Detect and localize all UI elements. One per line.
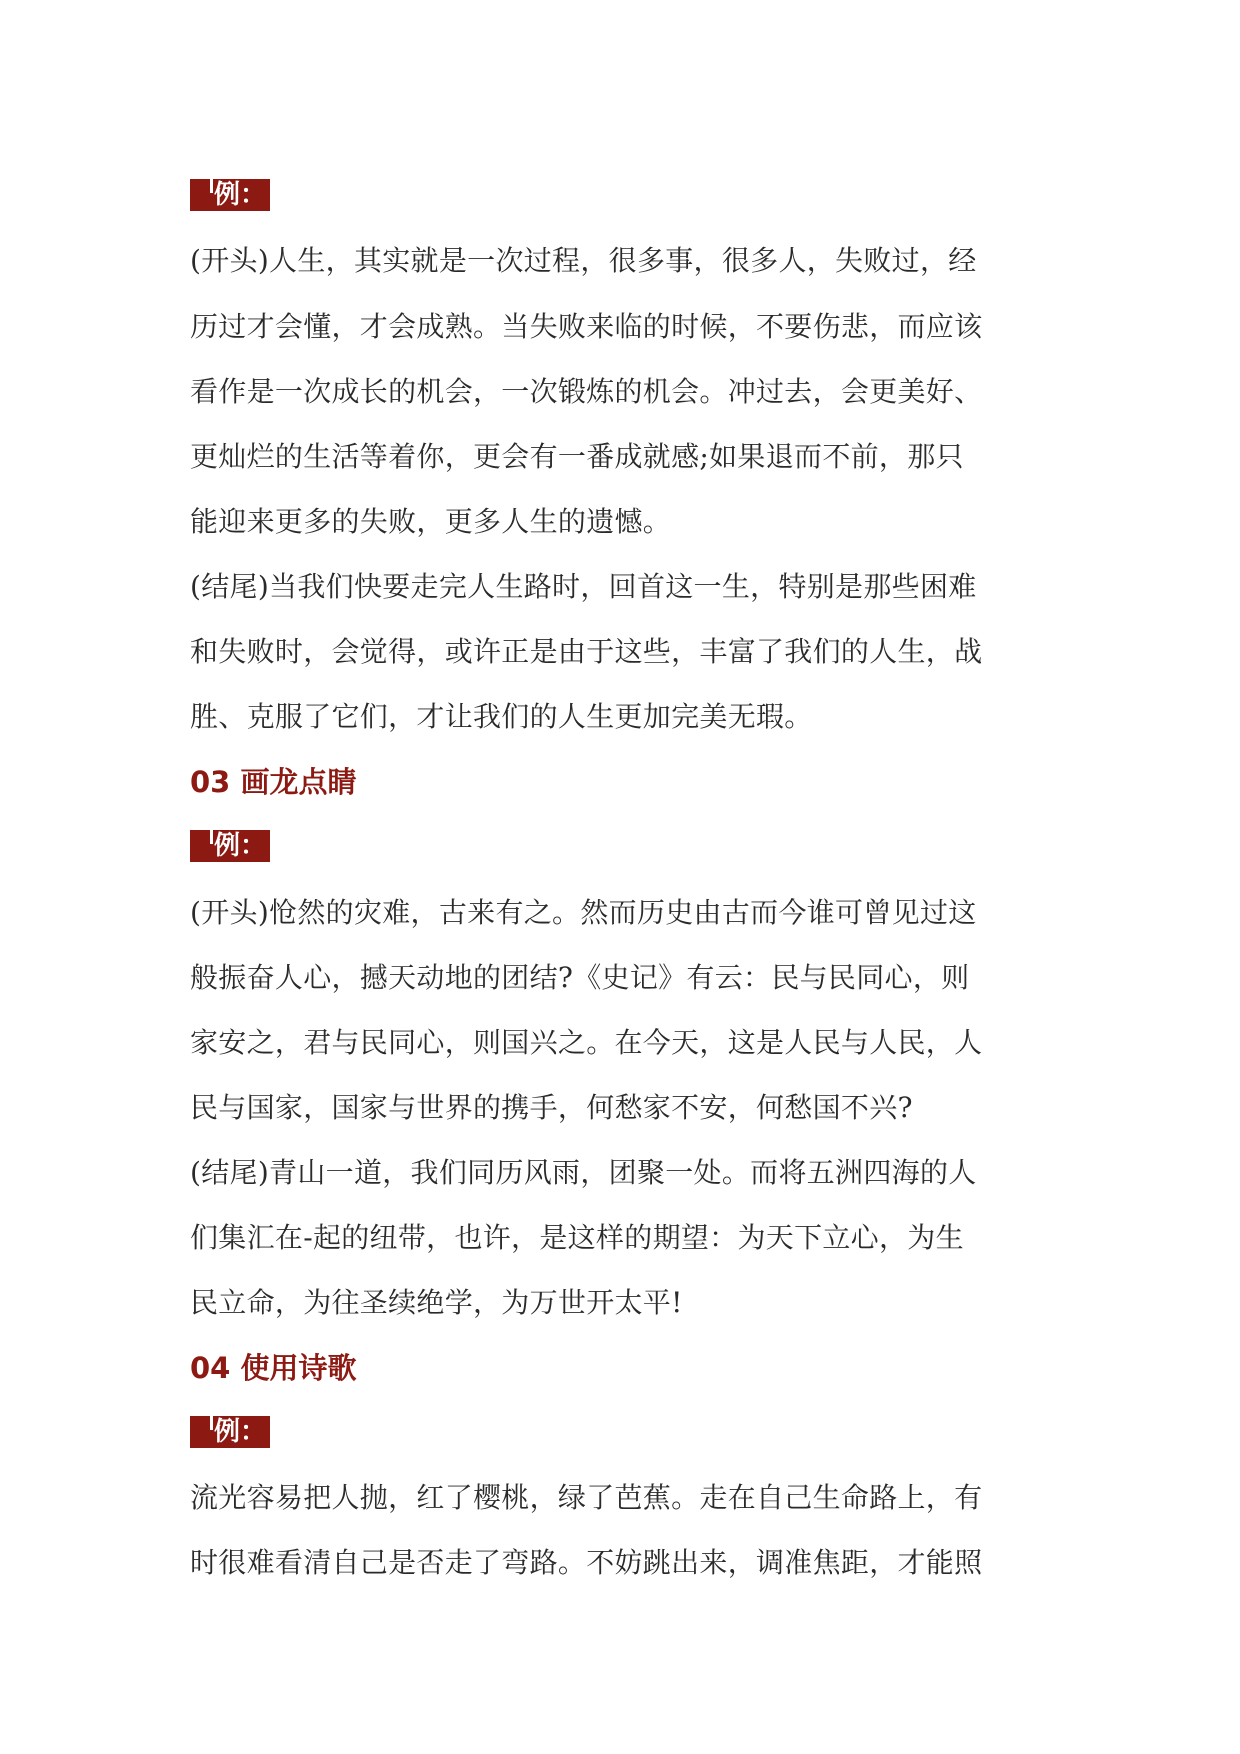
paragraph-line: 们集汇在-起的纽带，也许，是这样的期望：为天下立心，为生: [190, 1221, 964, 1254]
paragraph-line: (开头)人生，其实就是一次过程，很多事，很多人，失败过，经: [190, 244, 977, 277]
paragraph-line: 看作是一次成长的机会，一次锻炼的机会。冲过去，会更美好、: [190, 375, 983, 408]
badge-notch: [210, 179, 213, 193]
paragraph-line: 民立命，为往圣续绝学，为万世开太平!: [190, 1286, 683, 1319]
paragraph-line: 胜、克服了它们，才让我们的人生更加完美无瑕。: [190, 700, 813, 733]
paragraph-line: 时很难看清自己是否走了弯路。不妨跳出来，调准焦距，才能照: [190, 1546, 983, 1579]
paragraph-line: 和失败时，会觉得，或许正是由于这些，丰富了我们的人生，战: [190, 635, 983, 668]
section-heading-04: 04 使用诗歌: [190, 1351, 357, 1385]
badge-label: 例：: [214, 180, 267, 210]
paragraph-line: 流光容易把人抛，红了樱桃，绿了芭蕉。走在自己生命路上，有: [190, 1481, 983, 1514]
paragraph-line: (结尾)当我们快要走完人生路时，回首这一生，特别是那些困难: [190, 570, 977, 603]
paragraph-line: 能迎来更多的失败，更多人生的遗憾。: [190, 505, 672, 538]
paragraph-line: (开头)怆然的灾难，古来有之。然而历史由古而今谁可曾见过这: [190, 896, 977, 929]
paragraph-line: 历过才会懂，才会成熟。当失败来临的时候，不要伤悲，而应该: [190, 310, 983, 343]
paragraph-line: 民与国家，国家与世界的携手，何愁家不安，何愁国不兴?: [190, 1091, 913, 1124]
badge-notch: [210, 830, 213, 844]
badge-notch: [210, 1416, 213, 1430]
example-badge: [190, 1416, 270, 1448]
example-badge: [190, 830, 270, 862]
paragraph-line: 更灿烂的生活等着你，更会有一番成就感;如果退而不前，那只: [190, 440, 964, 473]
paragraph-line: (结尾)青山一道，我们同历风雨，团聚一处。而将五洲四海的人: [190, 1156, 977, 1189]
paragraph-line: 般振奋人心，撼天动地的团结?《史记》有云：民与民同心，则: [190, 961, 970, 994]
badge-label: 例：: [214, 1417, 267, 1447]
paragraph-line: 家安之，君与民同心，则国兴之。在今天，这是人民与人民，人: [190, 1026, 983, 1059]
example-badge: [190, 179, 270, 211]
badge-label: 例：: [214, 831, 267, 861]
section-heading-03: 03 画龙点睛: [190, 765, 357, 799]
